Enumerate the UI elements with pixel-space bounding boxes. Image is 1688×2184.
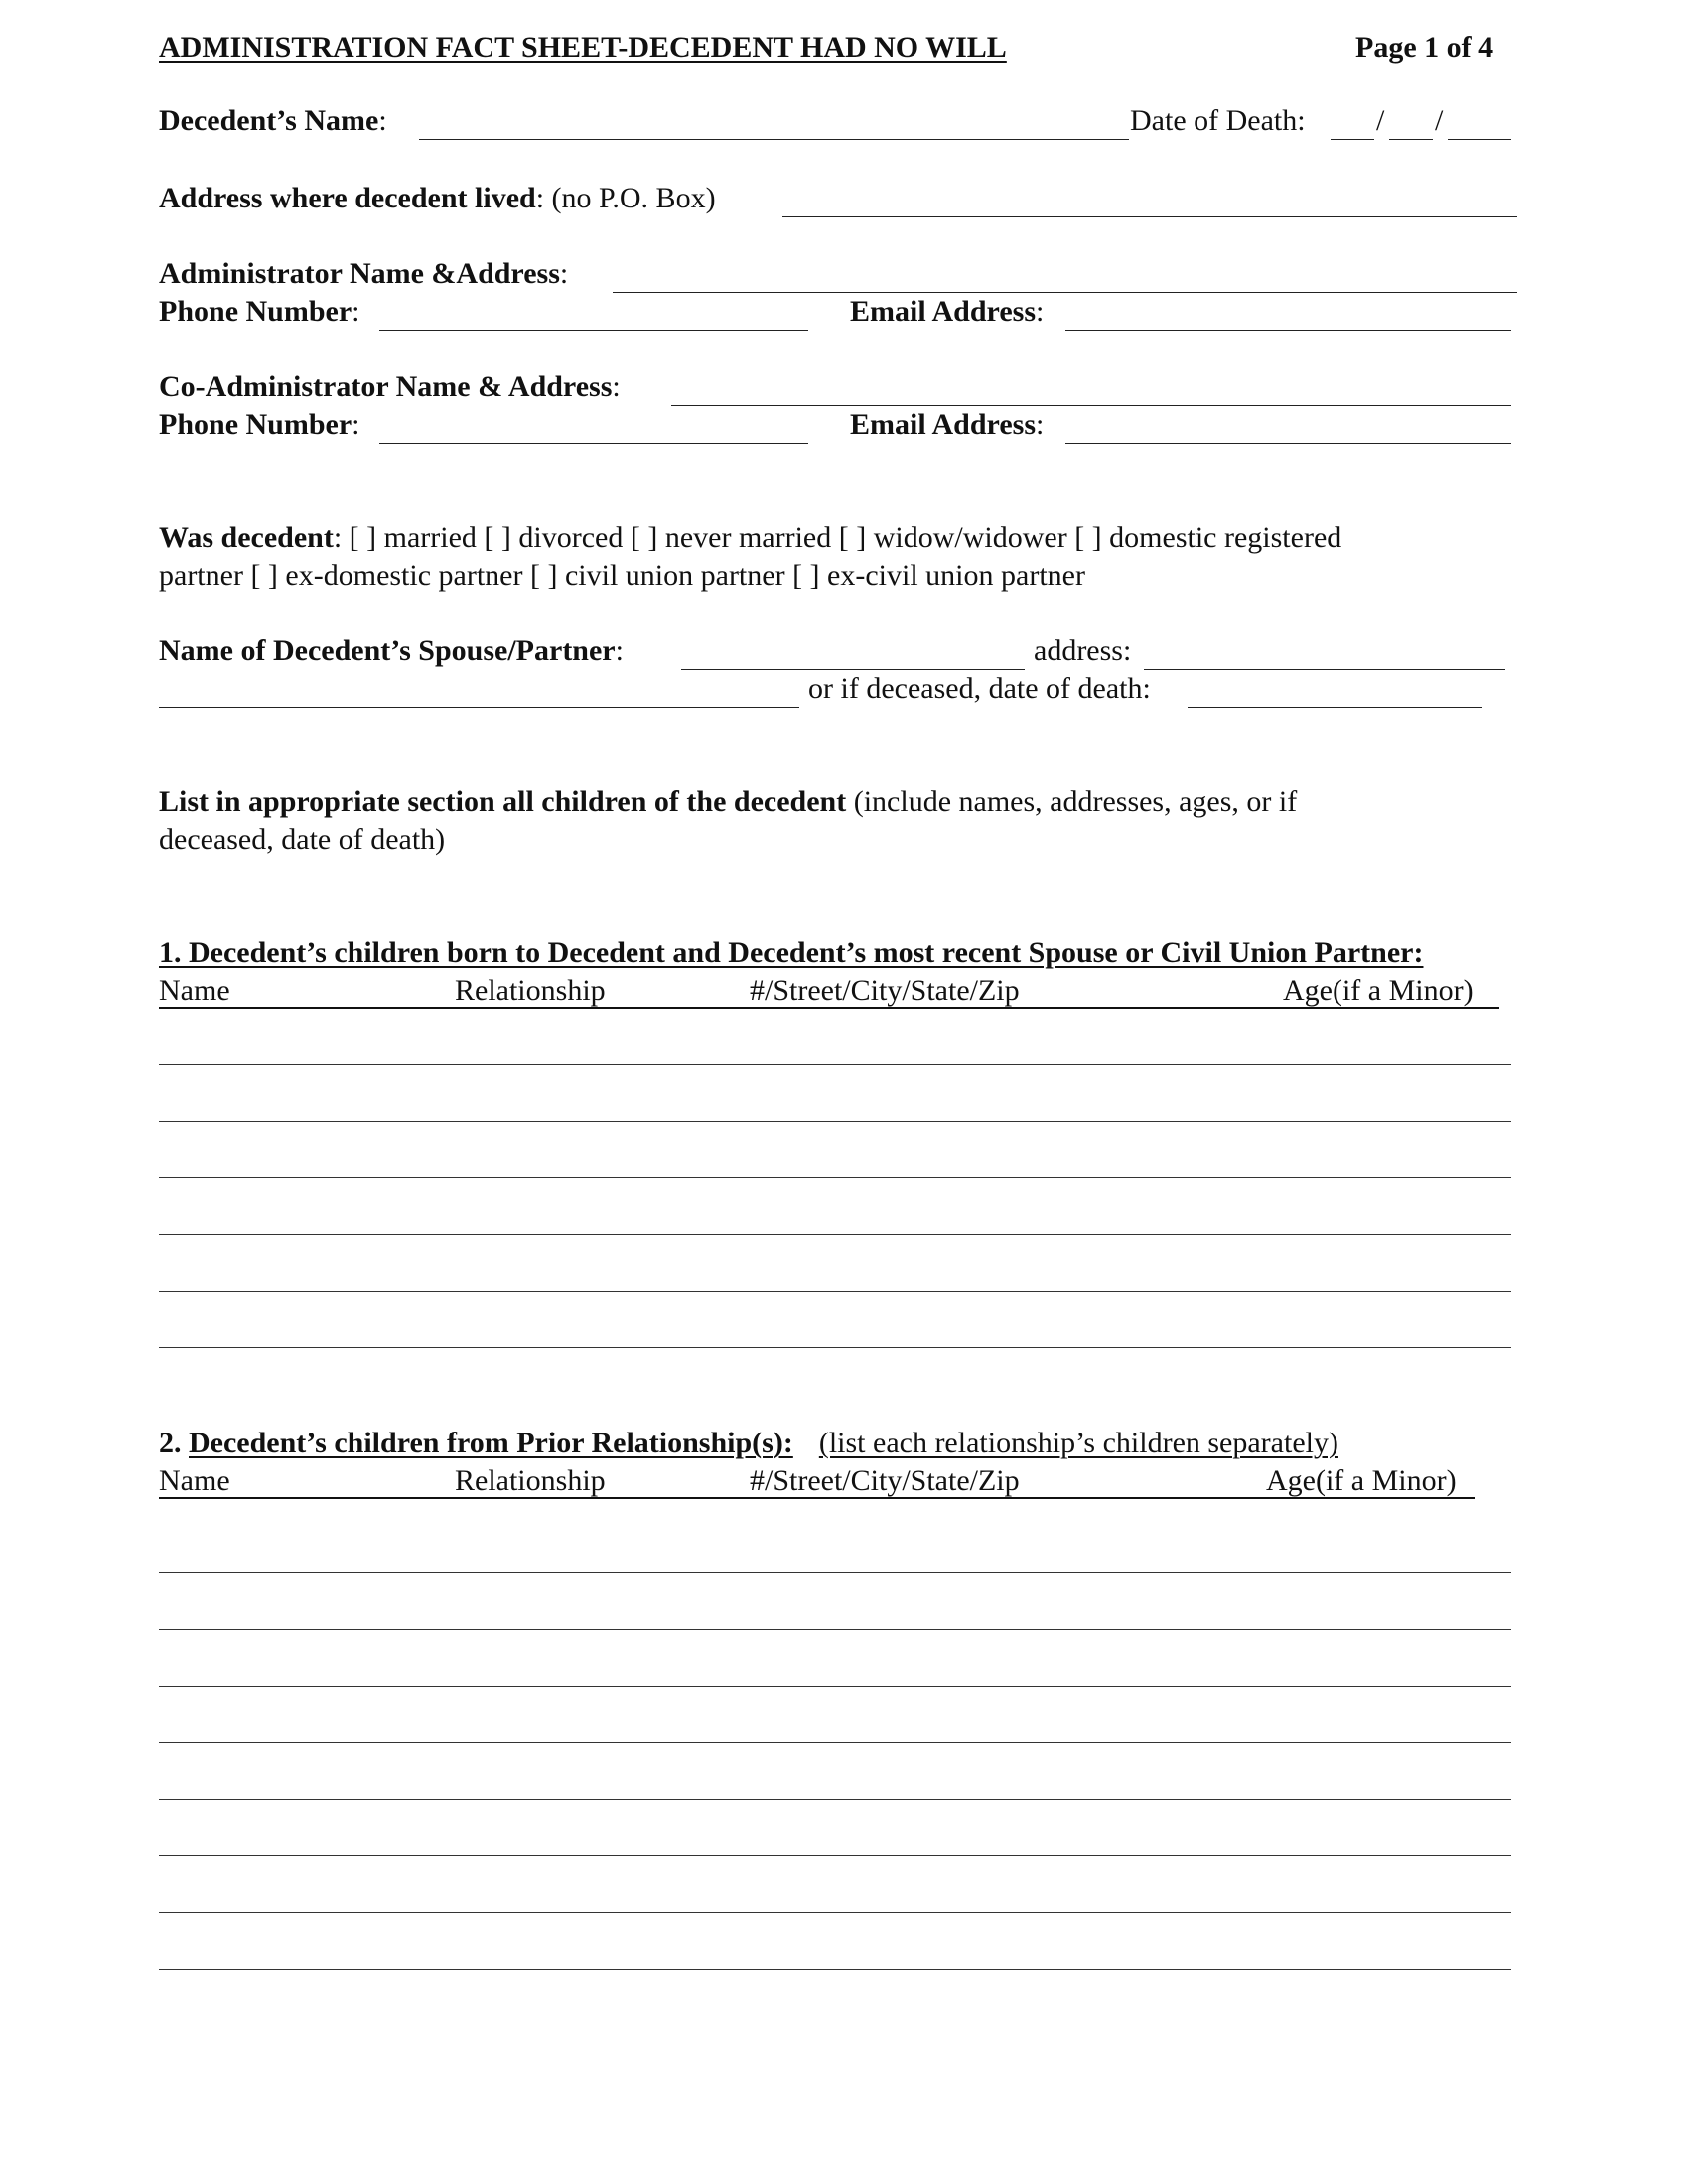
co-administrator-phone-field[interactable] [379,415,808,444]
administrator-email-label: Email Address: [850,295,1045,328]
spouse-name-label: Name of Decedent’s Spouse/Partner: [159,634,624,667]
decedent-address-label: Address where decedent lived: (no P.O. Box) [159,182,716,214]
table-row[interactable] [159,1064,1511,1065]
spouse-address-label: address: [1034,634,1132,667]
administrator-field[interactable] [613,264,1517,293]
administrator-phone-label: Phone Number: [159,295,360,328]
column-age: Age(if a Minor) [1283,974,1474,1007]
section-2-header-underline [159,1497,1475,1499]
spouse-address-field[interactable] [1144,641,1505,670]
co-administrator-field[interactable] [671,377,1511,406]
co-administrator-email-label: Email Address: [850,408,1045,441]
column-relationship: Relationship [455,974,606,1007]
spouse-deceased-label: or if deceased, date of death: [808,672,1151,705]
table-row[interactable] [159,1799,1511,1800]
children-instructions-line-2: deceased, date of death) [159,823,446,856]
spouse-address-field-2[interactable] [159,679,799,708]
section-2-title: 2. Decedent’s children from Prior Relationship(s): (list each relationship’s children separately) [159,1427,1338,1459]
column-address: #/Street/City/State/Zip [750,1464,1020,1497]
co-administrator-email-field[interactable] [1065,415,1511,444]
dod-slash-2: / [1435,104,1444,137]
section-1-header-underline [159,1007,1499,1009]
decedent-name-label: Decedent’s Name: [159,104,387,137]
decedent-name-field[interactable] [419,111,1129,140]
marital-status-line-2[interactable]: partner [ ] ex-domestic partner [ ] civil union partner [ ] ex-civil union partner [159,559,1085,592]
administrator-email-field[interactable] [1065,302,1511,331]
table-row[interactable] [159,1121,1511,1122]
page-number: Page 1 of 4 [1355,31,1494,64]
spouse-name-field[interactable] [681,641,1025,670]
form-title: ADMINISTRATION FACT SHEET-DECEDENT HAD NO WILL [159,31,1007,64]
table-row[interactable] [159,1855,1511,1856]
table-row[interactable] [159,1969,1511,1970]
co-administrator-phone-label: Phone Number: [159,408,360,441]
table-row[interactable] [159,1234,1511,1235]
marital-status-line-1[interactable]: Was decedent: [ ] married [ ] divorced [ ] never married [ ] widow/widower [ ] domestic registered [159,521,1342,554]
column-address: #/Street/City/State/Zip [750,974,1020,1007]
table-row[interactable] [159,1347,1511,1348]
column-name: Name [159,1464,230,1497]
dod-day-field[interactable] [1389,111,1433,140]
administrator-label: Administrator Name &Address: [159,257,569,290]
date-of-death-label: Date of Death: [1130,104,1306,137]
co-administrator-label: Co-Administrator Name & Address: [159,370,621,403]
administrator-phone-field[interactable] [379,302,808,331]
children-instructions: List in appropriate section all children of the decedent (include names, addresses, ages, or if [159,785,1298,818]
table-row[interactable] [159,1291,1511,1292]
table-row[interactable] [159,1177,1511,1178]
dod-slash-1: / [1376,104,1385,137]
table-row[interactable] [159,1572,1511,1573]
dod-year-field[interactable] [1448,111,1511,140]
table-row[interactable] [159,1629,1511,1630]
table-row[interactable] [159,1912,1511,1913]
table-row[interactable] [159,1742,1511,1743]
table-row[interactable] [159,1686,1511,1687]
spouse-date-of-death-field[interactable] [1188,679,1482,708]
column-relationship: Relationship [455,1464,606,1497]
decedent-address-field[interactable] [782,189,1517,217]
column-age: Age(if a Minor) [1266,1464,1457,1497]
dod-month-field[interactable] [1331,111,1374,140]
column-name: Name [159,974,230,1007]
section-1-title: 1. Decedent’s children born to Decedent and Decedent’s most recent Spouse or Civil Union Partner: [159,936,1424,969]
